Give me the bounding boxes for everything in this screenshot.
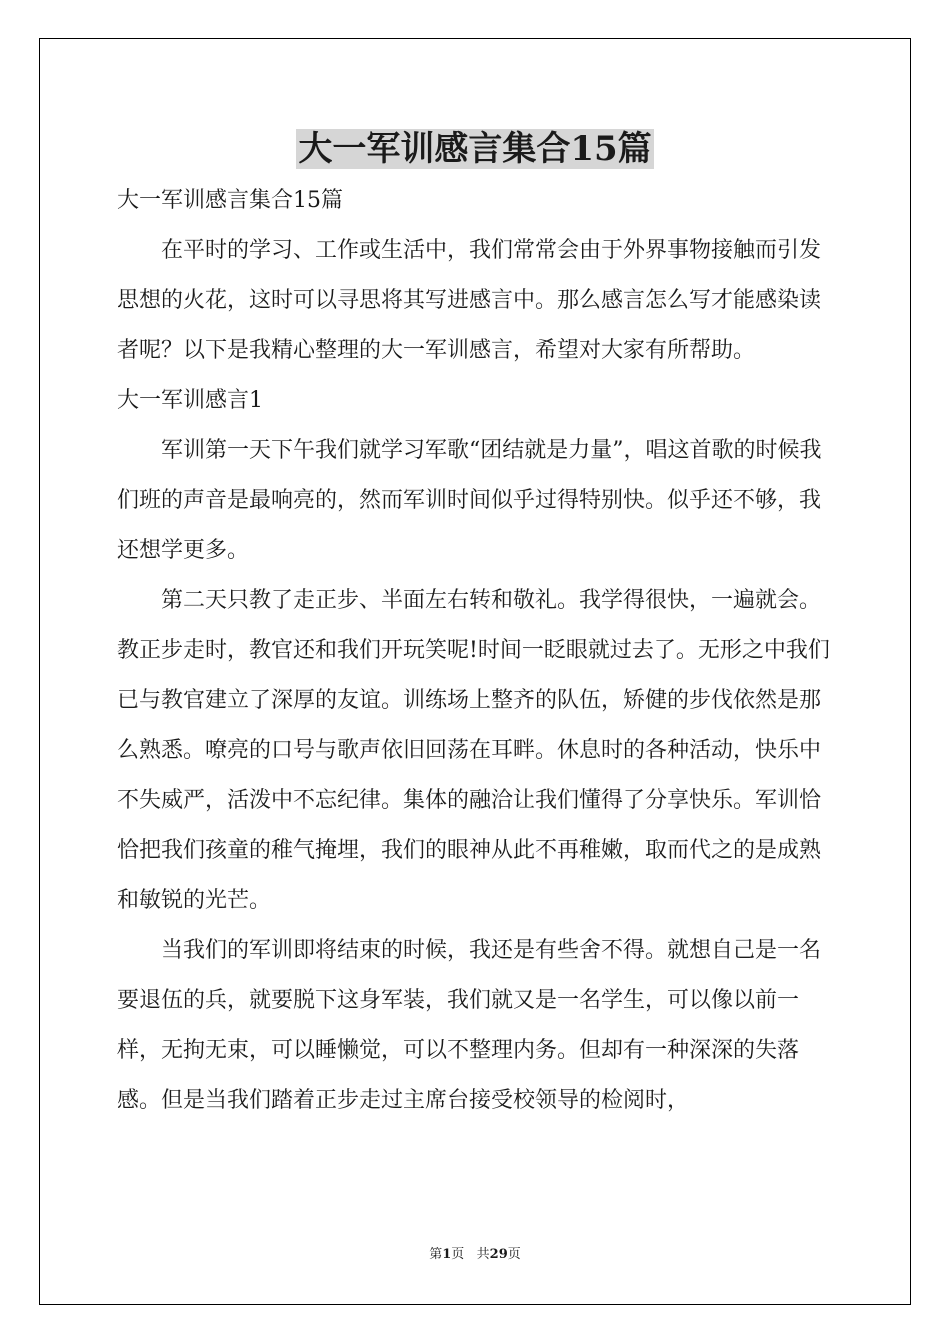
document-title-text: 大一军训感言集合15篇 xyxy=(298,129,652,169)
body-paragraph-2: 第二天只教了走正步、半面左右转和敬礼。我学得很快，一遍就会。教正步走时，教官还和我们开玩笑呢!时间一眨眼就过去了。无形之中我们已与教官建立了深厚的友谊。训练场上整齐的队伍，矫健的步伐依然是那么熟悉。嘹亮的口号与歌声依旧回荡在耳畔。休息时的各种活动，快乐中不失威严，活泼中不忘纪律。集体的融洽让我们懂得了分享快乐。军训恰恰把我们孩童的稚气掩埋，我们的眼神从此不再稚嫩，取而代之的是成熟和敏锐的光芒。 xyxy=(117,588,830,913)
page-footer xyxy=(0,1246,950,1264)
document-subtitle: 大一军训感言集合15篇 xyxy=(117,188,343,213)
document-title xyxy=(0,126,950,172)
body-paragraph-1: 军训第一天下午我们就学习军歌“团结就是力量”，唱这首歌的时候我们班的声音是最响亮的，然而军训时间似乎过得特别快。似乎还不够，我还想学更多。 xyxy=(117,438,822,563)
footer-suffix: 页 xyxy=(507,1247,521,1262)
footer-total-pages: 29 xyxy=(489,1247,508,1262)
footer-current-page: 1 xyxy=(442,1247,452,1262)
footer-mid: 页 共 xyxy=(451,1247,490,1262)
body-paragraph-3: 当我们的军训即将结束的时候，我还是有些舍不得。就想自己是一名要退伍的兵，就要脱下这身军装，我们就又是一名学生，可以像以前一样，无拘无束，可以睡懒觉，可以不整理内务。但却有一种深深的失落感。但是当我们踏着正步走过主席台接受校领导的检阅时， xyxy=(117,938,822,1113)
footer-prefix: 第 xyxy=(429,1247,443,1262)
intro-paragraph: 在平时的学习、工作或生活中，我们常常会由于外界事物接触而引发思想的火花，这时可以寻思将其写进感言中。那么感言怎么写才能感染读者呢？以下是我精心整理的大一军训感言，希望对大家有所帮助。 xyxy=(117,238,822,363)
section-heading: 大一军训感言1 xyxy=(117,388,263,413)
document-body xyxy=(117,176,833,1126)
